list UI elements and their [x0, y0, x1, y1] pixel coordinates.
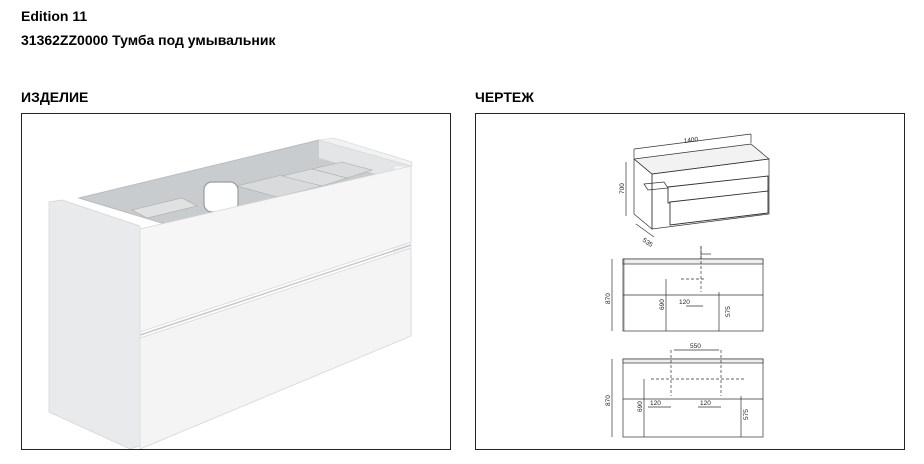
product-title: 31362ZZ0000 Тумба под умывальник — [21, 32, 276, 48]
front-h575-label: 575 — [725, 306, 732, 317]
product-section-title: ИЗДЕЛИЕ — [21, 89, 89, 105]
front-height-label: 870 — [605, 293, 612, 304]
product-image-panel — [21, 113, 451, 450]
front-offset-label: 120 — [679, 299, 690, 306]
rear-offset-right-label: 120 — [700, 400, 711, 407]
drawing-section-title: ЧЕРТЕЖ — [475, 89, 534, 105]
technical-drawing-panel — [475, 113, 905, 450]
rear-h575-label: 575 — [743, 409, 750, 420]
edition-label: Edition 11 — [21, 8, 88, 24]
dim-width-label: 1400 — [683, 136, 699, 145]
rear-spacing-label: 550 — [690, 343, 701, 350]
vanity-unit-image — [22, 114, 450, 449]
technical-drawing — [476, 114, 904, 449]
rear-view — [612, 350, 763, 437]
rear-offset-left-label: 120 — [650, 400, 661, 407]
rear-h690-label: 690 — [637, 401, 644, 412]
front-view — [612, 246, 763, 331]
rear-height-label: 870 — [605, 395, 612, 406]
isometric-view — [626, 134, 769, 237]
dim-depth-label: 535 — [640, 236, 654, 249]
front-h690-label: 690 — [659, 299, 666, 310]
dim-height-label: 700 — [619, 183, 626, 194]
